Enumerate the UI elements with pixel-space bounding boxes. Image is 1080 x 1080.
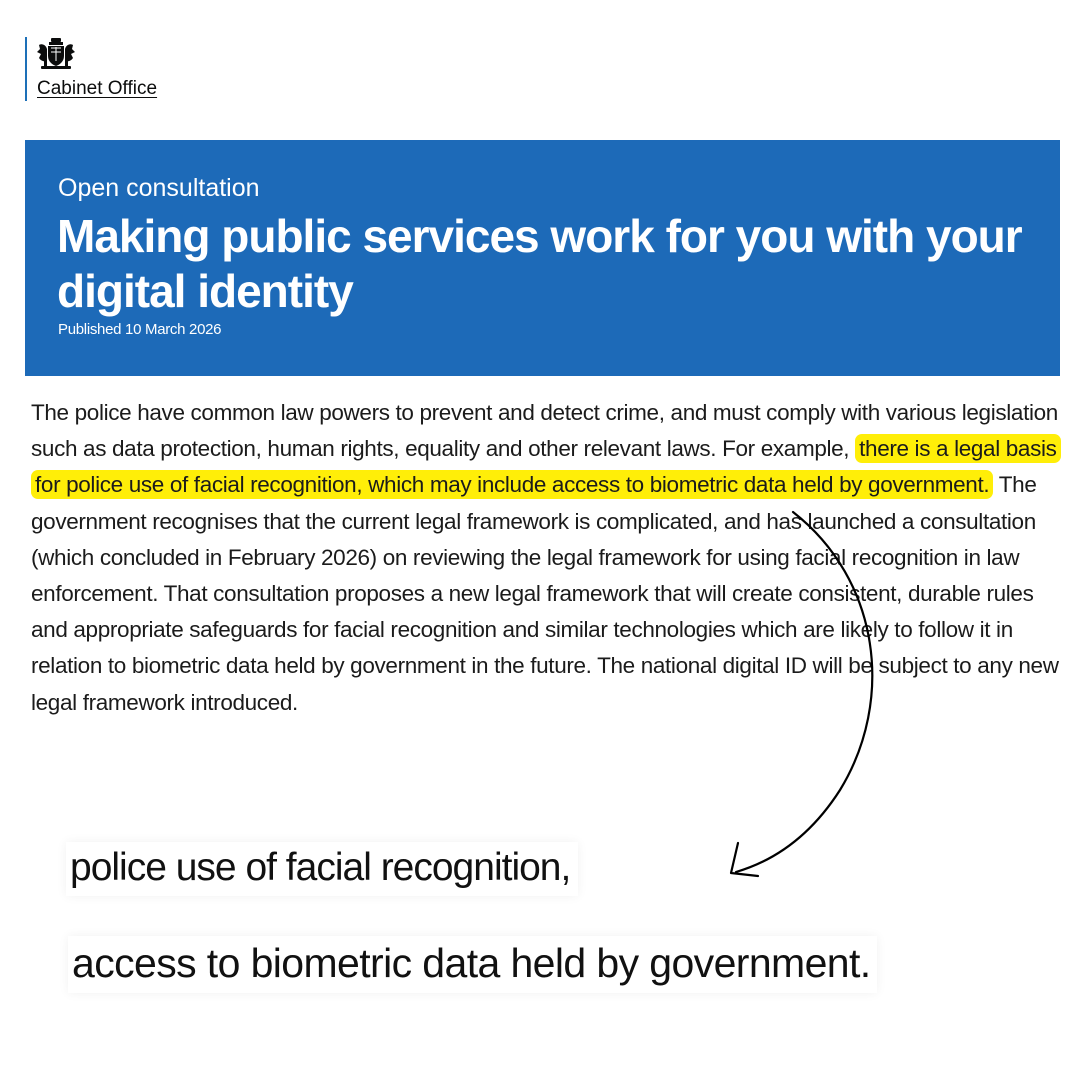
highlighted-passage: there is a legal basis for police use of facial recognition, which may include access to biometric data held by government. xyxy=(31,434,1061,499)
zoom-callout-biometric-access: access to biometric data held by government. xyxy=(68,936,877,993)
body-paragraph xyxy=(31,395,1061,721)
body-text-before: The police have common law powers to prevent and detect crime, and must comply with various legislation such as data protection, human rights, equality and other relevant laws. For example, xyxy=(31,400,1058,462)
page-title: Making public services work for you with your digital identity xyxy=(57,210,1022,317)
zoom-callout-police-use: police use of facial recognition, xyxy=(66,842,578,896)
organisation-logo[interactable] xyxy=(25,37,158,101)
royal-crest-icon xyxy=(36,37,76,71)
body-text-after: The government recognises that the current legal framework is complicated, and has launched a consultation (which concluded in February 2026) on reviewing the legal framework for using facial recognition in law enforcement. That consultation proposes a new legal framework that will create consistent, durable rules and appropriate safeguards for facial recognition and similar technologies which are likely to follow it in relation to biometric data held by government in the future. The national digital ID will be subject to any new legal framework introduced. xyxy=(31,472,1059,715)
document-type-label: Open consultation xyxy=(58,174,260,202)
title-banner xyxy=(25,140,1060,376)
organisation-name[interactable]: Cabinet Office xyxy=(37,78,158,99)
published-date: Published 10 March 2026 xyxy=(58,321,222,338)
